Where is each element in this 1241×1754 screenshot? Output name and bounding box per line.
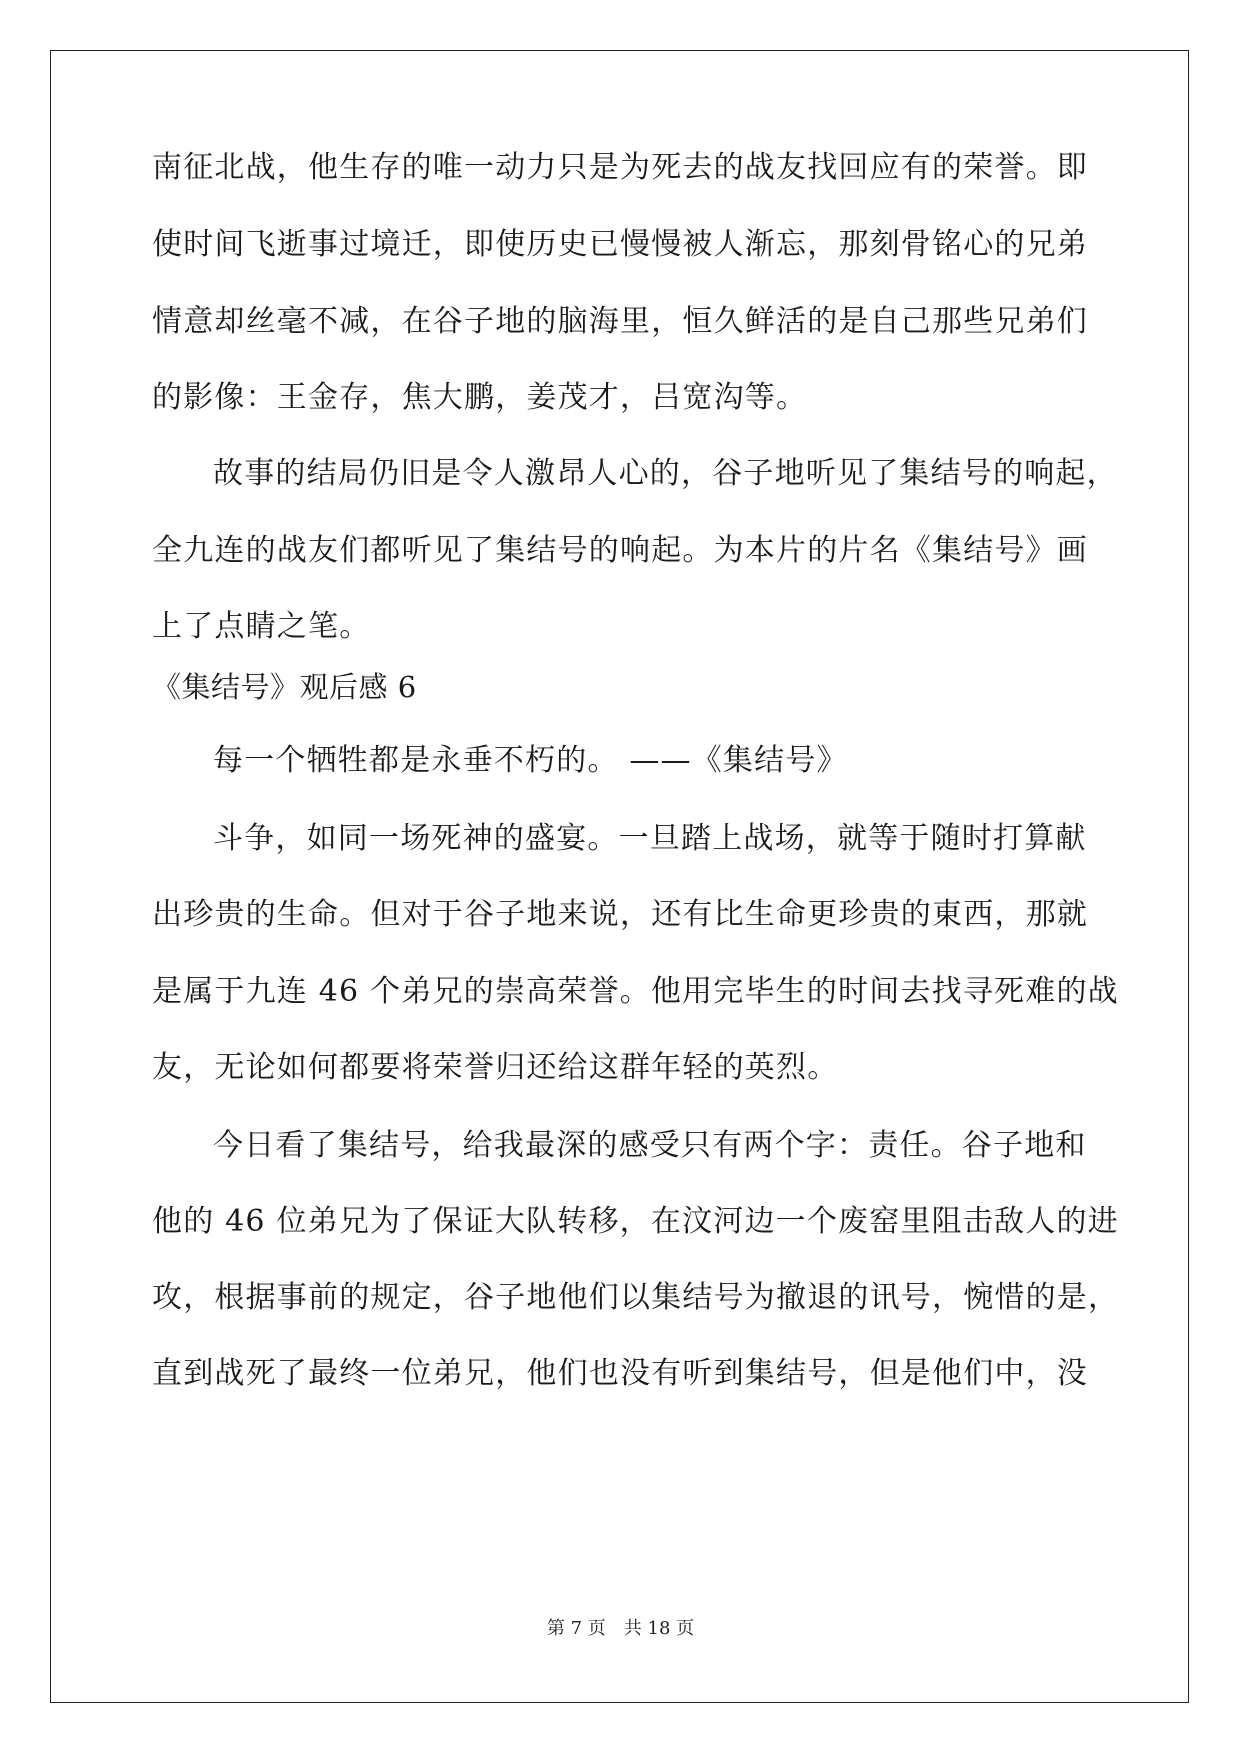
page-footer xyxy=(0,1617,1241,1641)
quote-line: 每一个牺牲都是永垂不朽的。 ——《集结号》 xyxy=(213,743,848,778)
page-border xyxy=(50,50,1189,1703)
text-line: 出珍贵的生命。但对于谷子地来说，还有比生命更珍贵的東西，那就 xyxy=(152,897,1088,932)
page-total: 共 18 页 xyxy=(623,1618,695,1639)
text-line: 直到战死了最终一位弟兄，他们也没有听到集结号，但是他们中，没 xyxy=(152,1356,1088,1391)
text-line: 他的 46 位弟兄为了保证大队转移，在汶河边一个废窑里阻击敌人的进 xyxy=(152,1204,1119,1239)
text-line: 是属于九连 46 个弟兄的崇高荣誉。他用完毕生的时间去找寻死难的战 xyxy=(152,974,1119,1009)
paragraph-start-line: 今日看了集结号，给我最深的感受只有两个字：责任。谷子地和 xyxy=(213,1128,1087,1163)
section-heading: 《集结号》观后感 6 xyxy=(152,670,417,704)
text-line: 全九连的战友们都听见了集结号的响起。为本片的片名《集结号》画 xyxy=(152,533,1088,568)
page-number: 第 7 页 xyxy=(546,1618,606,1639)
paragraph-start-line: 故事的结局仍旧是令人激昂人心的，谷子地听见了集结号的响起， xyxy=(213,456,1118,491)
text-line: 攻，根据事前的规定，谷子地他们以集结号为撤退的讯号，惋惜的是， xyxy=(152,1280,1120,1315)
text-line: 情意却丝毫不减，在谷子地的脑海里，恒久鲜活的是自己那些兄弟们 xyxy=(152,304,1088,339)
text-line: 南征北战，他生存的唯一动力只是为死去的战友找回应有的荣誉。即 xyxy=(152,150,1088,185)
text-line: 上了点睛之笔。 xyxy=(152,609,371,644)
paragraph-start-line: 斗争，如同一场死神的盛宴。一旦踏上战场，就等于随时打算献 xyxy=(213,821,1087,856)
text-line: 的影像：王金存，焦大鹏，姜茂才，吕宽沟等。 xyxy=(152,380,808,415)
text-line: 友，无论如何都要将荣誉归还给这群年轻的英烈。 xyxy=(152,1050,839,1085)
text-line: 使时间飞逝事过境迁，即使历史已慢慢被人渐忘，那刻骨铭心的兄弟 xyxy=(152,227,1088,262)
